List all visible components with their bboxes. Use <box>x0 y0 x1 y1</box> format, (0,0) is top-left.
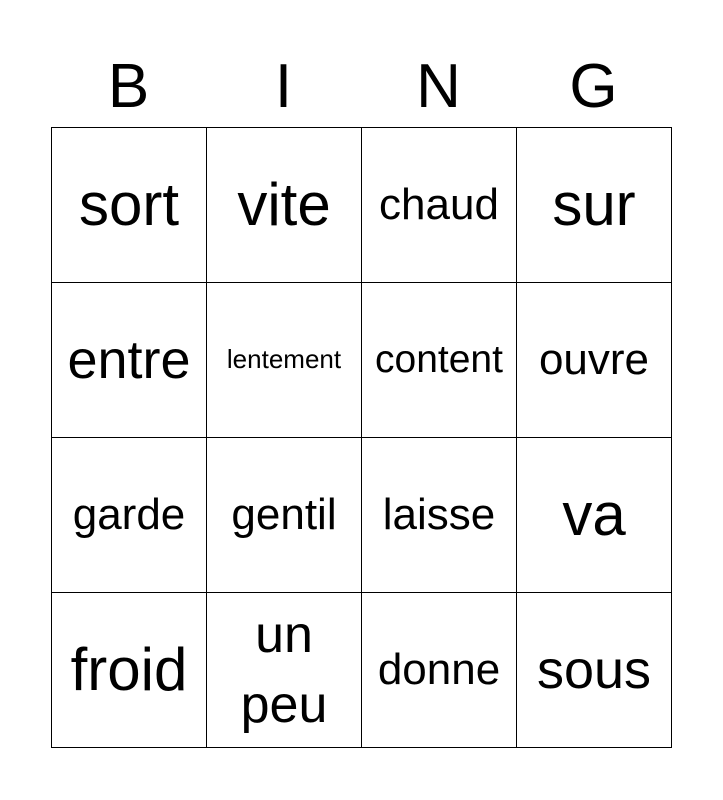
bingo-cell[interactable] <box>362 128 517 283</box>
cell-word: chaud <box>379 180 499 230</box>
bingo-cell[interactable] <box>517 438 672 593</box>
bingo-cell[interactable] <box>207 283 362 438</box>
bingo-cell[interactable] <box>362 438 517 593</box>
cell-word: garde <box>72 490 186 540</box>
bingo-cell[interactable] <box>517 593 672 748</box>
bingo-cell[interactable] <box>207 593 362 748</box>
header-letter-i: I <box>274 52 293 121</box>
cell-word: entre <box>67 329 191 390</box>
cell-word: froid <box>70 636 188 704</box>
bingo-cell[interactable] <box>517 283 672 438</box>
bingo-cell[interactable] <box>362 283 517 438</box>
bingo-cell[interactable] <box>52 438 207 593</box>
bingo-cell[interactable] <box>207 128 362 283</box>
cell-word: sort <box>78 171 180 239</box>
bingo-cell[interactable] <box>362 593 517 748</box>
header-letter-g: G <box>569 52 618 121</box>
header-letter-b: B <box>107 52 150 121</box>
cell-word: lentement <box>226 344 342 375</box>
bingo-cell[interactable] <box>207 438 362 593</box>
header-letter-n: N <box>416 52 461 121</box>
cell-word: vite <box>237 171 331 239</box>
cell-word: ouvre <box>538 335 650 385</box>
bingo-header <box>51 52 671 122</box>
cell-word: donne <box>377 645 501 695</box>
bingo-cell[interactable] <box>52 128 207 283</box>
bingo-cell[interactable] <box>517 128 672 283</box>
cell-word: sur <box>552 171 636 239</box>
cell-word: laisse <box>382 490 496 540</box>
cell-word: va <box>562 481 626 549</box>
cell-word: gentil <box>231 490 337 540</box>
bingo-board <box>51 127 672 748</box>
bingo-cell[interactable] <box>52 283 207 438</box>
bingo-cell[interactable] <box>52 593 207 748</box>
cell-word: un peu <box>240 605 328 734</box>
cell-word: content <box>375 338 503 382</box>
cell-word: sous <box>536 639 652 700</box>
